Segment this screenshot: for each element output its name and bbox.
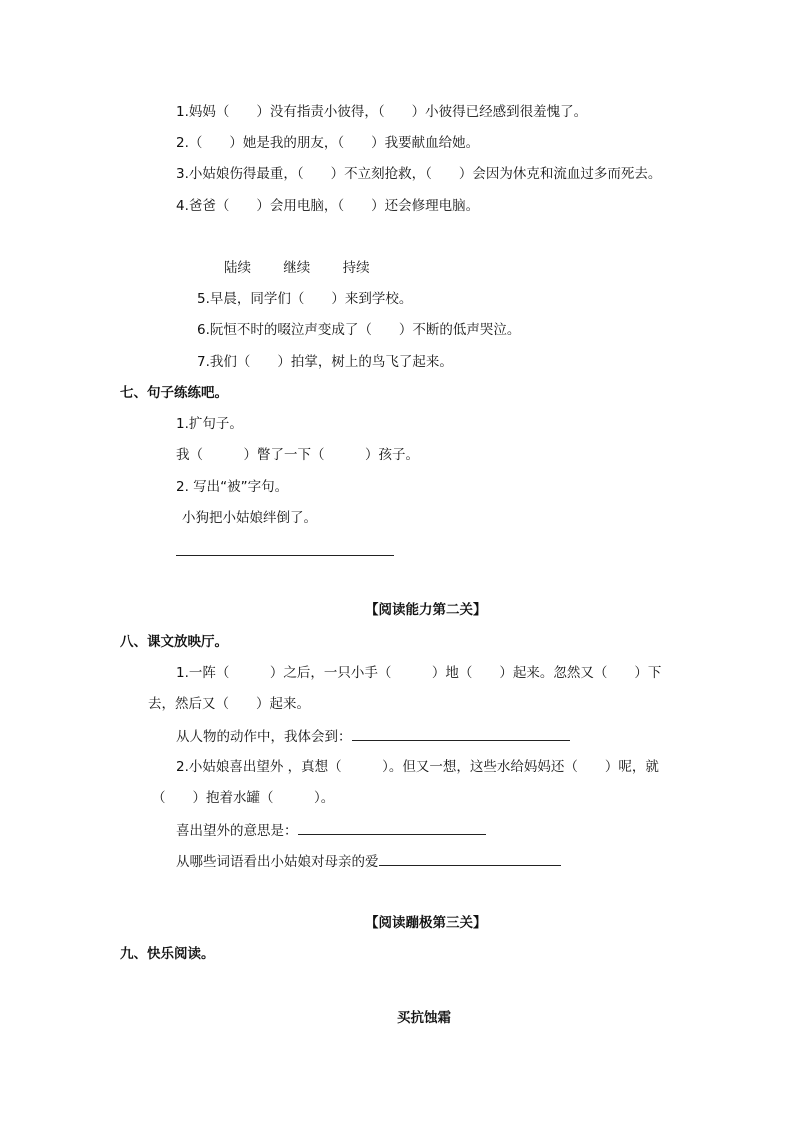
fill-line-4: 4.爸爸（ ）会用电脑，（ ）还会修理电脑。 bbox=[176, 198, 480, 214]
passage-1-line-a: 1.一阵（ ）之后，一只小手（ ）地（ ）起来。忽然又（ ）下 bbox=[176, 665, 662, 681]
answer-line[interactable] bbox=[298, 820, 486, 835]
section-7-title: 七、句子练练吧。 bbox=[120, 385, 228, 401]
word-choices bbox=[224, 258, 398, 278]
answer-line[interactable] bbox=[379, 851, 561, 866]
passage-2-question-1 bbox=[176, 820, 486, 841]
question-text: 喜出望外的意思是： bbox=[176, 823, 298, 839]
choice-line-7: 7.我们（ ）拍掌，树上的鸟飞了起来。 bbox=[197, 354, 453, 370]
fill-line-2: 2.（ ）她是我的朋友，（ ）我要献血给她。 bbox=[176, 135, 480, 151]
word-choice: 陆续 bbox=[224, 260, 251, 276]
level-2-header: 【阅读能力第二关】 bbox=[365, 602, 487, 618]
expand-sentence-line: 我（ ）瞥了一下（ ）孩子。 bbox=[176, 447, 419, 463]
passage-1-line-b: 去，然后又（ ）起来。 bbox=[148, 696, 310, 712]
question-text: 从人物的动作中，我体会到： bbox=[176, 729, 352, 745]
passage-2-line-a: 2.小姑娘喜出望外 ，真想（ ）。但又一想，这些水给妈妈还（ ）呢，就 bbox=[176, 759, 659, 775]
expand-sentence-label: 1.扩句子。 bbox=[176, 416, 243, 432]
section-9-title: 九、快乐阅读。 bbox=[120, 946, 215, 962]
word-choice: 继续 bbox=[283, 260, 311, 276]
answer-line[interactable] bbox=[176, 555, 394, 556]
fill-line-3: 3.小姑娘伤得最重，（ ）不立刻抢救，（ ）会因为休克和流血过多而死去。 bbox=[176, 166, 662, 182]
level-3-header: 【阅读蹦极第三关】 bbox=[365, 915, 487, 931]
answer-line[interactable] bbox=[352, 726, 570, 741]
passage-1-question bbox=[176, 726, 570, 747]
passage-2-question-2 bbox=[176, 851, 561, 872]
section-8-title: 八、课文放映厅。 bbox=[120, 634, 228, 650]
fill-line-1: 1.妈妈（ ）没有指责小彼得，（ ）小彼得已经感到很羞愧了。 bbox=[176, 104, 588, 120]
passage-2-line-b: （ ）抱着水罐（ ）。 bbox=[152, 790, 335, 806]
choice-line-6: 6.阮恒不时的啜泣声变成了（ ）不断的低声哭泣。 bbox=[197, 322, 521, 338]
choice-line-5: 5.早晨，同学们（ ）来到学校。 bbox=[197, 291, 413, 307]
article-title: 买抗蚀霜 bbox=[397, 1010, 451, 1026]
question-text: 从哪些词语看出小姑娘对母亲的爱 bbox=[176, 854, 379, 870]
bei-sentence-label: 2. 写出“被”字句。 bbox=[176, 479, 289, 495]
bei-source-sentence: 小狗把小姑娘绊倒了。 bbox=[182, 510, 317, 526]
word-choice: 持续 bbox=[342, 260, 370, 276]
